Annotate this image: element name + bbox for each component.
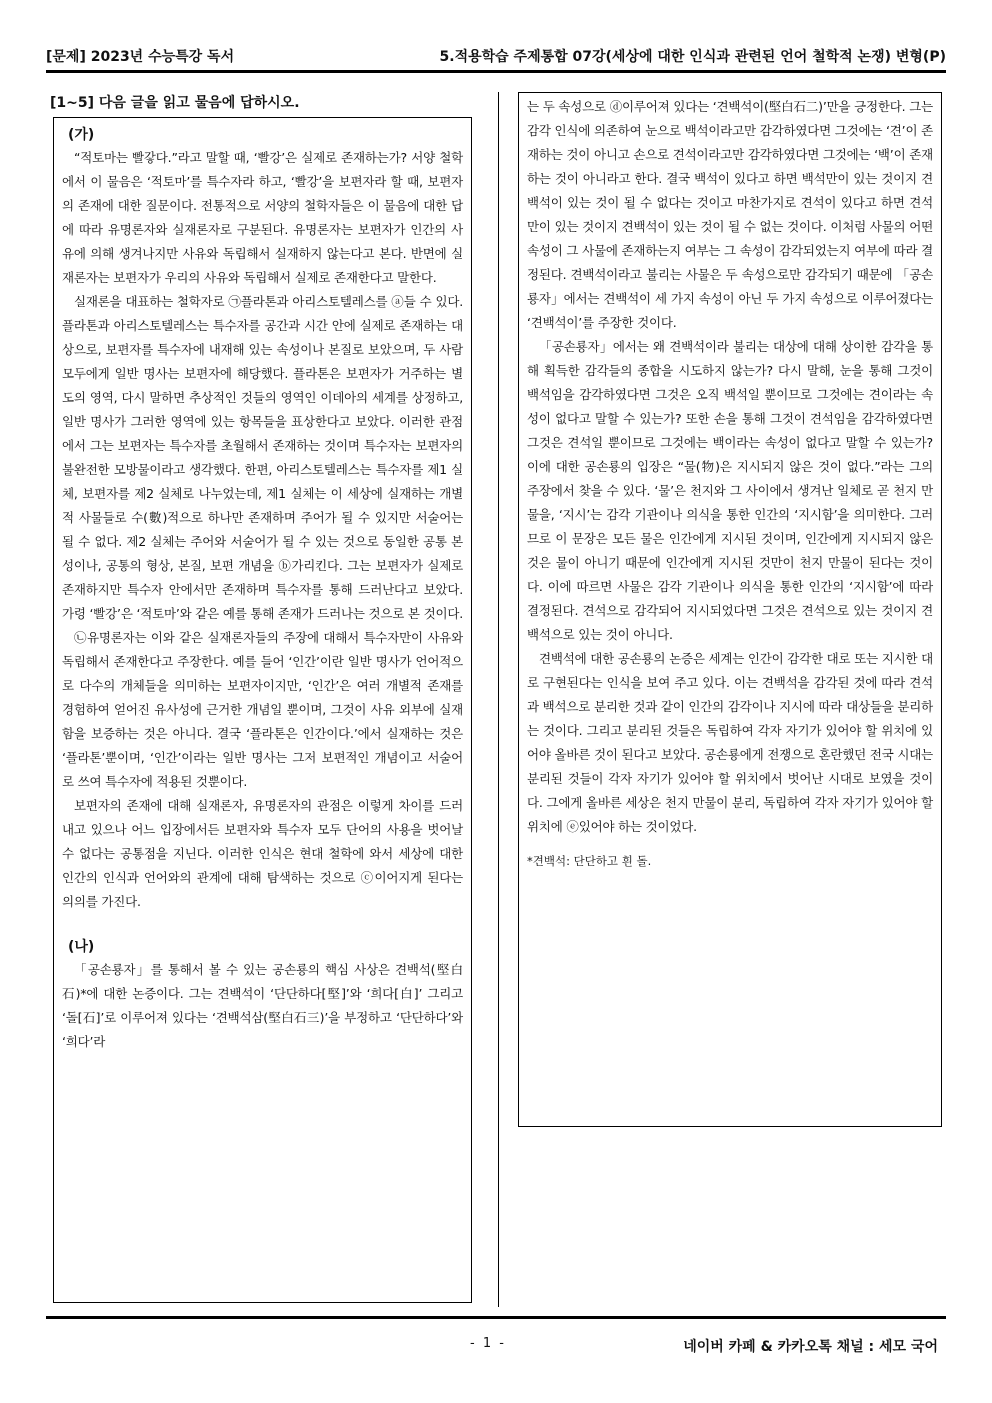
page-number: - 1 - [470, 1336, 506, 1351]
footer-channel: 네이버 카페 & 카카오톡 채널 : 세모 국어 [683, 1339, 938, 1355]
page-header [46, 38, 946, 72]
passage-a-paragraph: 보편자의 존재에 대해 실재론자, 유명론자의 관점은 이렇게 차이를 드러내고 있으나 어느 입장에서든 보편자와 특수자 모두 단어의 사용을 벗어날 수 없다는 공통점을 지닌다. 이러한 인식은 현대 철학에 와서 세상에 대한 인간의 인식과 언어와의 관계에 대해 탐색하는 것으로 ⓒ이어지게 된다는 의의를 가진다. [62, 798, 463, 909]
footnote: *견백석: 단단하고 흰 돌. [527, 854, 652, 868]
passage-box-left [53, 117, 472, 1303]
passage-a-paragraph: “적토마는 빨갛다.”라고 말할 때, ‘빨강’은 실제로 존재하는가? 서양 철학에서 이 물음은 ‘적토마’를 특수자라 하고, ‘빨강’을 보편자라 할 때, 보편자의 존재에 대한 질문이다. 전통적으로 서양의 철학자들은 이 물음에 대한 답에 따라 유명론자와 실재론자로 구분된다. 유명론자는 보편자가 인간의 사유에 의해 생겨나지만 사유와 독립해서 실재하지 않는다고 본다. 반면에 실재론자는 보편자가 우리의 사유와 독립해서 실제로 존재한다고 말한다. [62, 150, 463, 285]
header-right-title: 5.적용학습 주제통합 07강(세상에 대한 인식과 관련된 언어 철학적 논쟁) 변형(P) [439, 49, 946, 65]
passage-b-paragraph: 견백석에 대한 공손룡의 논증은 세계는 인간이 감각한 대로 또는 지시한 대로 구현된다는 인식을 보여 주고 있다. 이는 견백석을 감각된 것에 따라 견석과 백석으로 분리한 것과 같이 인간의 감각이나 지시에 따라 대상들을 분리하는 것이다. 그리고 분리된 것들은 독립하여 각자 자기가 있어야 할 위치에 있어야 올바른 것이 된다고 보았다. 공손룡에게 전쟁으로 혼란했던 전국 시대는 분리된 것들이 각자 자기가 있어야 할 위치에서 벗어난 시대로 보였을 것이다. 그에게 올바른 세상은 천지 만물이 분리, 독립하여 각자 자기가 있어야 할 위치에 ⓔ있어야 하는 것이었다. [527, 651, 933, 834]
passage-b-paragraph: 「공손룡자」에서는 왜 견백석이라 불리는 대상에 대해 상이한 감각을 통해 획득한 감각들의 종합을 시도하지 않는가? 다시 말해, 눈을 통해 그것이 백석임을 감각하였다면 그것은 오직 백석일 뿐이므로 그것에는 견이라는 속성이 없다고 말할 수 있는가? 또한 손을 통해 그것이 견석임을 감각하였다면 그것은 견석일 뿐이므로 그것에는 백이라는 속성이 없다고 말할 수 있는가? 이에 대한 공손룡의 입장은 “물(物)은 지시되지 않은 것이 없다.”라는 그의 주장에서 찾을 수 있다. ‘물’은 천지와 그 사이에서 생겨난 일체로 곧 천지 만물을, ‘지시’는 감각 기관이나 의식을 통한 인간의 ‘지시함’을 의미한다. 그러므로 이 문장은 모든 물은 인간에게 지시된 것이며, 인간에게 지시되지 않은 것은 물이 아니기 때문에 인간에게 지시된 것만이 천지 만물이 된다는 것이다. 이에 따르면 사물은 감각 기관이나 의식을 통한 인간의 ‘지시함’에 따라 결정된다. 견석으로 감각되어 지시되었다면 그것은 견석으로 있는 것이지 견백석으로 있는 것이 아니다. [527, 339, 933, 642]
passage-box-right [518, 92, 942, 1127]
question-title: [1~5] 다음 글을 읽고 물음에 답하시오. [50, 95, 300, 111]
footer-rule [46, 1316, 946, 1319]
passage-a-label: (가) [68, 127, 95, 143]
passage-b-paragraph: 「공손룡자」를 통해서 볼 수 있는 공손룡의 핵심 사상은 견백석(堅白石)*에 대한 논증이다. 그는 견백석이 ‘단단하다[堅]’와 ‘희다[白]’ 그리고 ‘돌[石]’로 이루어져 있다는 ‘견백석삼(堅白石三)’을 부정하고 ‘단단하다’와 ‘희다’라 [62, 962, 463, 1049]
passage-a-paragraph: 실재론을 대표하는 철학자로 ㉠플라톤과 아리스토텔레스를 ⓐ들 수 있다. 플라톤과 아리스토텔레스는 특수자를 공간과 시간 안에 실제로 존재하는 대상으로, 보편자를 특수자에 내재해 있는 속성이나 본질로 보았으며, 두 사람 모두에게 일반 명사는 보편자에 해당했다. 플라톤은 보편자가 거주하는 별도의 영역, 다시 말하면 추상적인 것들의 영역인 이데아의 세계를 상정하고, 일반 명사가 그러한 영역에 있는 항목들을 표상한다고 보았다. 이러한 관점에서 그는 보편자는 특수자를 초월해서 존재하는 것이며 특수자는 보편자의 불완전한 모방물이라고 생각했다. 한편, 아리스토텔레스는 특수자를 제1 실체, 보편자를 제2 실체로 나누었는데, 제1 실체는 이 세상에 실재하는 개별적 사물들로 수(數)적으로 하나만 존재하며 주어가 될 수 있지만 서술어는 될 수 없다. 제2 실체는 주어와 서술어가 될 수 있는 것으로 동일한 공통 본성이나, 공통의 형상, 본질, 보편 개념을 ⓑ가리킨다. 그는 보편자가 실제로 존재하지만 특수자 안에서만 존재하며 특수자를 통해 드러난다고 보았다. 가령 ‘빨강’은 ‘적토마’와 같은 예를 통해 존재가 드러나는 것으로 본 것이다. [62, 294, 463, 621]
header-rule [46, 70, 946, 73]
header-left-title: [문제] 2023년 수능특강 독서 [46, 49, 235, 65]
column-divider [498, 92, 499, 1307]
passage-b-label: (나) [68, 939, 95, 955]
passage-a-paragraph: ㉡유명론자는 이와 같은 실재론자들의 주장에 대해서 특수자만이 사유와 독립해서 존재한다고 주장한다. 예를 들어 ‘인간’이란 일반 명사가 언어적으로 다수의 개체들을 의미하는 보편자이지만, ‘인간’은 여러 개별적 존재를 경험하여 얻어진 유사성에 근거한 개념일 뿐이며, 그것이 사유 외부에 실재함을 보증하는 것은 아니다. 결국 ‘플라톤은 인간이다.’에서 실재하는 것은 ‘플라톤’뿐이며, ‘인간’이라는 일반 명사는 그저 보편적인 개념이고 서술어로 쓰여 특수자에 적용된 것뿐이다. [62, 630, 463, 789]
passage-b-paragraph: 는 두 속성으로 ⓓ이루어져 있다는 ‘견백석이(堅白石二)’만을 긍정한다. 그는 감각 인식에 의존하여 눈으로 백석이라고만 감각하였다면 그것에는 ‘견’이 존재하는 것이 아니고 손으로 견석이라고만 감각하였다면 그것에는 ‘백’이 존재하는 것이 아니라고 한다. 결국 백석이 있다고 하면 백석만이 있는 것이지 견백석이 있는 것이 될 수 없다는 것이고 마찬가지로 견석이 있다고 하면 견석만이 있는 것이지 견백석이 있는 것이 될 수 없는 것이다. 이처럼 사물의 어떤 속성이 그 사물에 존재하는지 여부는 그 속성이 감각되었는지 여부에 따라 결정된다. 견백석이라고 불리는 사물은 두 속성으로만 감각되기 때문에 「공손룡자」에서는 견백석이 세 가지 속성이 아닌 두 가지 속성으로 이루어졌다는 ‘견백석이’를 주장한 것이다. [527, 99, 933, 330]
